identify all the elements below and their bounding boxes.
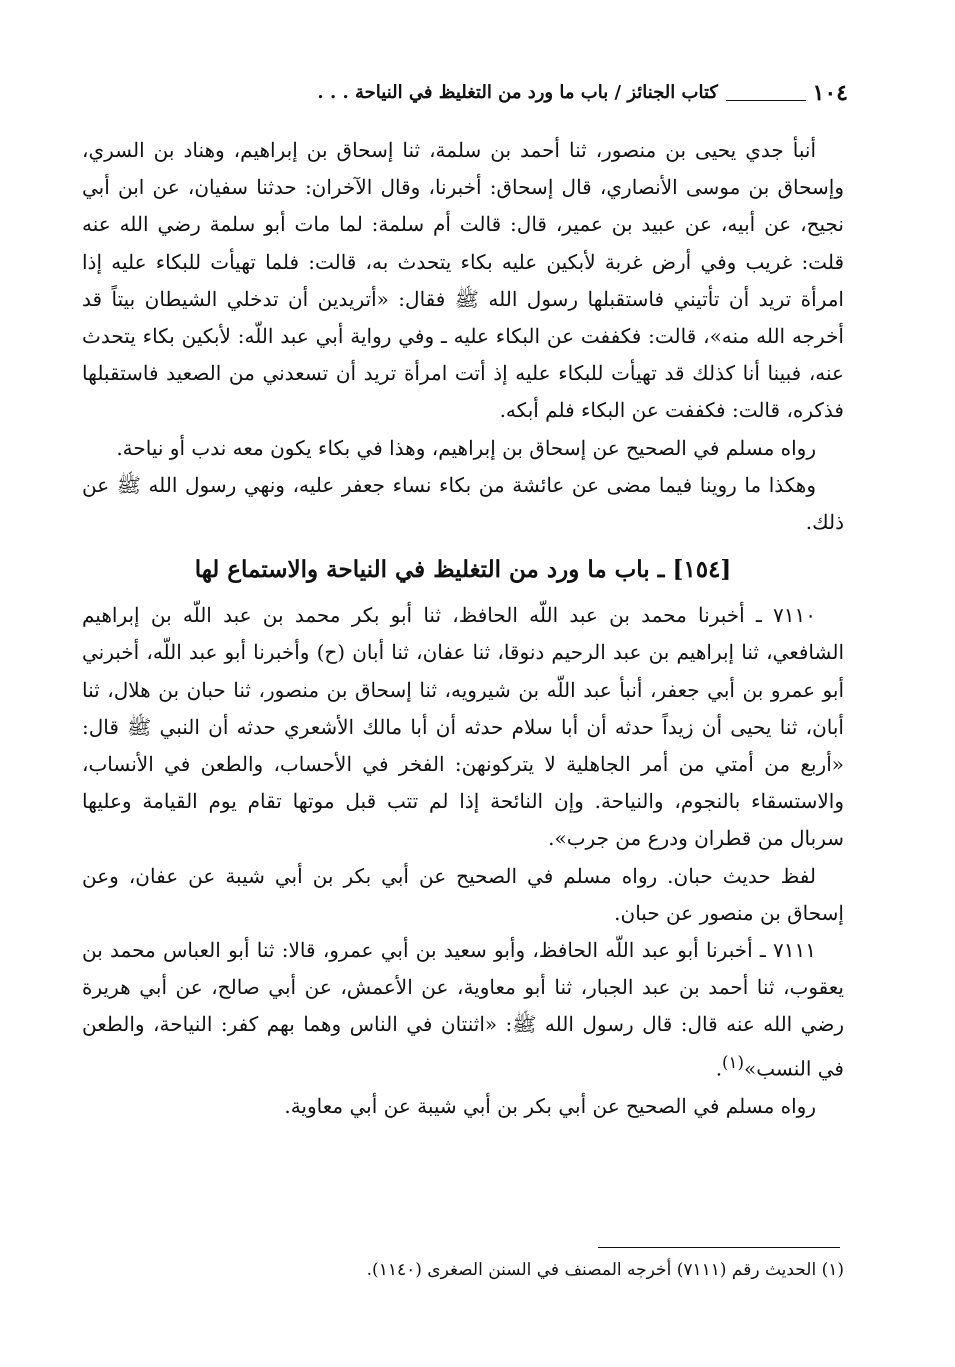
hadith-7111 [82,932,844,1087]
hadith-7110: ٧١١٠ ـ أخبرنا محمد بن عبد اللّه الحافظ، ثنا أبو بكر محمد بن عبد اللّه بن إبراهيم الشافعي، ثنا إبراهيم بن عبد الرحيم دنوقا، ثنا عفان، ثنا أبان (ح) وأخبرنا أبو عبد اللّه، أخبرني أبو عمرو بن أبي جعفر، أنبأ عبد اللّه بن شيرويه، ثنا إسحاق بن منصور، ثنا حبان بن هلال، ثنا أبان، ثنا يحيى أن زيداً حدثه أن أبا سلام حدثه أن أبا مالك الأشعري حدثه أن النبي ﷺ قال: «أربع من أمتي من أمر الجاهلية لا يتركونهن: الفخر في الأحساب، والطعن في الأنساب، والاستسقاء بالنجوم، والنياحة. وإن النائحة إذا لم تتب قبل موتها تقام يوم القيامة وعليها سربال من قطران ودرع من جرب». [82,603,845,851]
footnote-marker[interactable]: (١) [722,1052,744,1072]
header-rule [726,100,806,101]
hadith-7111-end: . [715,1056,723,1081]
footnote: (١) الحديث رقم (٧١١١) أخرجه المصنف في السنن الصغرى (١١٤٠). [366,1260,844,1280]
main-text [82,132,844,1125]
running-title: كتاب الجنائز / باب ما ورد من التغليظ في النياحة . . . [317,82,718,103]
commentary-paragraph: رواه مسلم في الصحيح عن أبي بكر بن أبي شيبة عن أبي معاوية. [284,1093,816,1118]
hadith-paragraph: أنبأ جدي يحيى بن منصور، ثنا أحمد بن سلمة، ثنا إسحاق بن إبراهيم، وهناد بن السري، وإسحاق بن موسى الأنصاري، قال إسحاق: أخبرنا، وقال الآخران: حدثنا سفيان، عن ابن أبي نجيح، عن أبيه، عن عبيد بن عمير، قال: قالت أم سلمة: لما مات أبو سلمة رضي الله عنه قلت: غريب وفي أرض غربة لأبكين عليه بكاء يتحدث به، قالت: فلما تهيأت للبكاء عليه إذا امرأة تريد أن تأتيني فاستقبلها رسول الله ﷺ فقال: «أتريدين أن تدخلي الشيطان بيتاً قد أخرجه الله منه»، قالت: فكففت عن البكاء عليه ـ وفي رواية أبي عبد اللّه: لأبكين بكاء يتحدث عنه، فبينا أنا كذلك قد تهيأت للبكاء عليه إذ أتت امرأة تريد أن تسعدني من الصعيد فاستقبلها فذكره، قالت: فكففت عن البكاء فلم أبكه. [82,138,844,423]
commentary-paragraph: لفظ حديث حبان. رواه مسلم في الصحيح عن أبي بكر بن أبي شيبة عن عفان، وعن إسحاق بن منصور عن حبان. [82,863,844,925]
hadith-7111-text: ٧١١١ ـ أخبرنا أبو عبد اللّه الحافظ، وأبو سعيد بن أبي عمرو، قالا: ثنا أبو العباس محمد بن يعقوب، ثنا أحمد بن عبد الجبار، ثنا أبو معاوية، عن الأعمش، عن أبي صالح، عن أبي هريرة رضي الله عنه قال: قال رسول الله ﷺ: «اثنتان في الناس وهما بهم كفر: النياحة، والطعن في النسب» [82,938,844,1081]
commentary-paragraph: رواه مسلم في الصحيح عن إسحاق بن إبراهيم، وهذا في بكاء يكون معه ندب أو نياحة. [116,435,816,460]
commentary-paragraph: وهكذا ما روينا فيما مضى عن عائشة من بكاء نساء جعفر عليه، ونهي رسول الله ﷺ عن ذلك. [82,472,844,535]
footnote-rule [598,1247,840,1248]
page-number: ١٠٤ [812,80,848,106]
chapter-heading: [١٥٤] ـ باب ما ورد من التغليظ في النياحة والاستماع لها [194,556,732,584]
running-header [88,78,848,112]
